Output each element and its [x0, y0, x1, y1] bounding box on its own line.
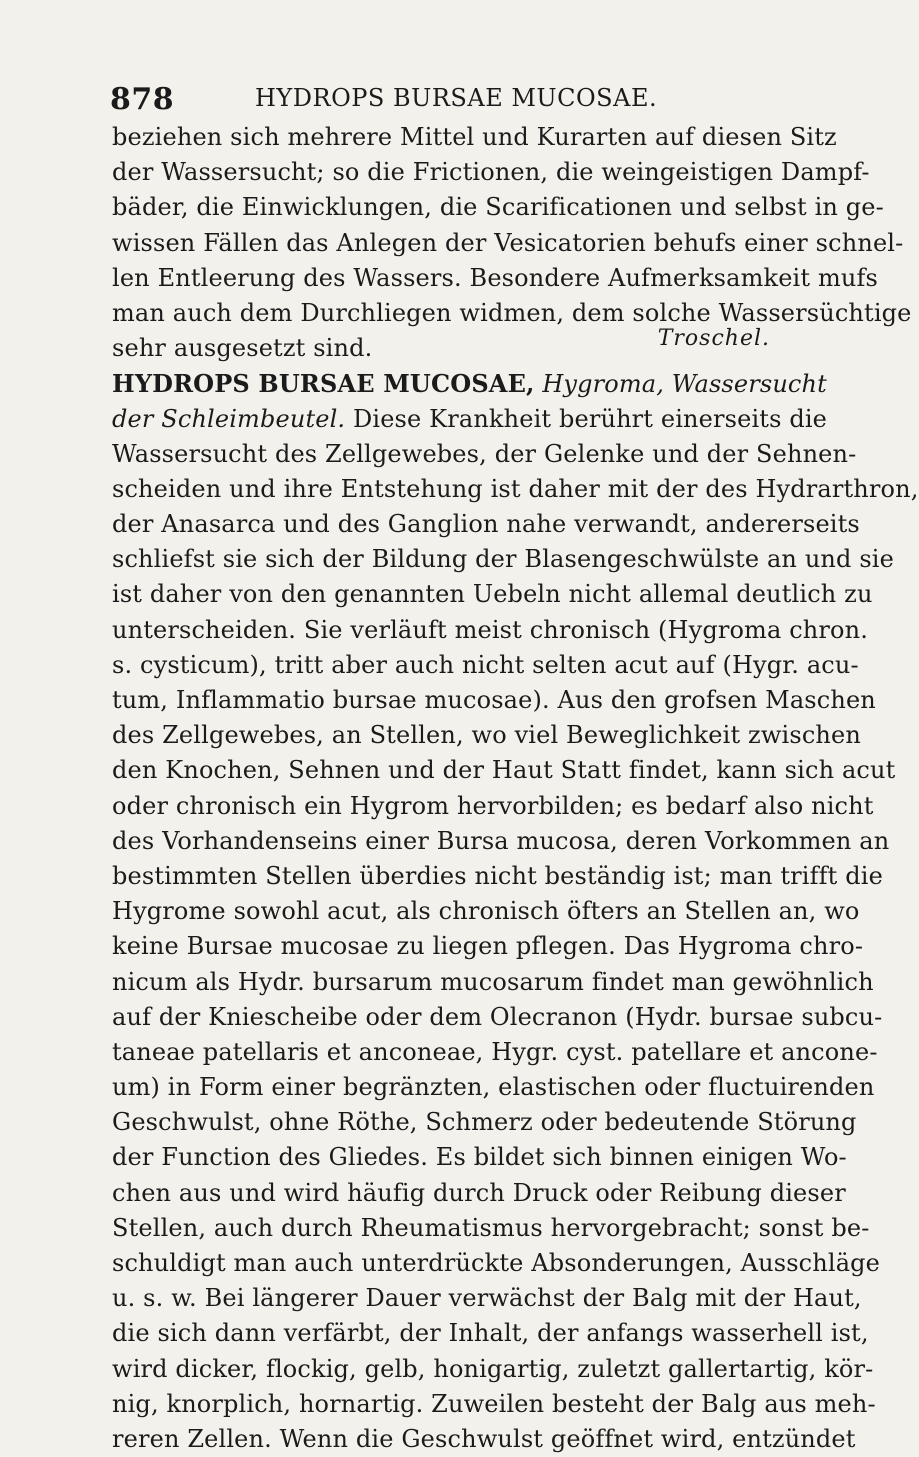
text-line: des Zellgewebes, an Stellen, wo viel Beweglichkeit zwischen	[112, 721, 861, 750]
text-line: oder chronisch ein Hygrom hervorbilden; es bedarf also nicht	[112, 791, 874, 820]
text-line: der Wassersucht; so die Frictionen, die weingeistigen Dampf-	[112, 158, 870, 187]
text-line: schliefst sie sich der Bildung der Blasengeschwülste an und sie	[112, 545, 894, 574]
text-line: man auch dem Durchliegen widmen, dem solche Wassersüchtige	[112, 298, 912, 327]
text-line: schuldigt man auch unterdrückte Absonderungen, Ausschläge	[112, 1249, 881, 1277]
text-line: nicum als Hydr. bursarum mucosarum findet man gewöhnlich	[112, 967, 874, 996]
text-line: ist daher von den genannten Uebeln nicht allemal deutlich zu	[112, 580, 873, 609]
running-head	[110, 82, 710, 116]
text-line: taneae patellaris et anconeae, Hygr. cyst. patellare et ancone-	[112, 1037, 878, 1066]
text-line: wird dicker, flockig, gelb, honigartig, zuletzt gallertartig, kör-	[112, 1354, 874, 1383]
text-line: der Anasarca und des Ganglion nahe verwandt, andererseits	[112, 510, 860, 539]
text-line: den Knochen, Sehnen und der Haut Statt findet, kann sich acut	[112, 756, 896, 785]
text-line: die sich dann verfärbt, der Inhalt, der anfangs wasserhell ist,	[112, 1319, 869, 1348]
text-line: wissen Fällen das Anlegen der Vesicatorien behufs einer schnel-	[112, 228, 904, 257]
text-line: nig, knorplich, hornartig. Zuweilen besteht der Balg aus meh-	[112, 1389, 876, 1418]
article-heading-synonym: Hygroma, Wassersucht	[542, 370, 827, 399]
text-line-end: sehr ausgesetzt sind.	[112, 334, 373, 363]
text-line: um) in Form einer begränzten, elastischen oder fluctuirenden	[112, 1073, 875, 1102]
text-line-rest: Diese Krankheit berührt einerseits die	[352, 404, 828, 433]
text-line: scheiden und ihre Entstehung ist daher mit der des Hydrarthron,	[112, 474, 919, 503]
text-line: Hygrome sowohl acut, als chronisch öfters an Stellen an, wo	[112, 897, 860, 926]
running-title: HYDROPS BURSAE MUCOSAE.	[255, 84, 658, 112]
body-text	[112, 120, 919, 1457]
text-line: s. cysticum), tritt aber auch nicht selten acut auf (Hygr. acu-	[112, 650, 859, 679]
text-line: des Vorhandenseins einer Bursa mucosa, deren Vorkommen an	[112, 826, 890, 855]
text-line-signature	[112, 326, 782, 366]
text-line: Geschwulst, ohne Röthe, Schmerz oder bedeutende Störung	[112, 1108, 857, 1137]
text-line: bäder, die Einwicklungen, die Scarificationen und selbst in ge-	[112, 193, 884, 222]
text-line: bestimmten Stellen überdies nicht beständig ist; man trifft die	[112, 861, 883, 890]
text-line: auf der Kniescheibe oder dem Olecranon (Hydr. bursae subcu-	[112, 1002, 883, 1031]
text-line: reren Zellen. Wenn die Geschwulst geöffnet wird, entzündet	[112, 1424, 856, 1453]
text-line: len Entleerung des Wassers. Besondere Aufmerksamkeit mufs	[112, 263, 878, 292]
text-line: unterscheiden. Sie verläuft meist chronisch (Hygroma chron.	[112, 615, 869, 644]
text-line: chen aus und wird häufig durch Druck oder Reibung dieser	[112, 1178, 846, 1207]
text-line: Stellen, auch durch Rheumatismus hervorgebracht; sonst be-	[112, 1213, 870, 1242]
text-line: tum, Inflammatio bursae mucosae). Aus den grofsen Maschen	[112, 686, 876, 714]
article-heading: HYDROPS BURSAE MUCOSAE,	[112, 369, 535, 399]
text-line	[112, 402, 828, 437]
article-heading-line	[112, 366, 827, 401]
author-signature: Troschel.	[657, 326, 770, 352]
text-line: u. s. w. Bei längerer Dauer verwächst der Balg mit der Haut,	[112, 1284, 862, 1313]
text-line: Wassersucht des Zellgewebes, der Gelenke und der Sehnen-	[112, 439, 857, 468]
text-line: keine Bursae mucosae zu liegen pflegen. Das Hygroma chro-	[112, 932, 864, 961]
article-heading-synonym-cont: der Schleimbeutel.	[112, 404, 346, 433]
text-line: beziehen sich mehrere Mittel und Kurarten auf diesen Sitz	[112, 123, 837, 151]
page-number: 878	[110, 82, 175, 117]
text-line: der Function des Gliedes. Es bildet sich binnen einigen Wo-	[112, 1143, 847, 1172]
